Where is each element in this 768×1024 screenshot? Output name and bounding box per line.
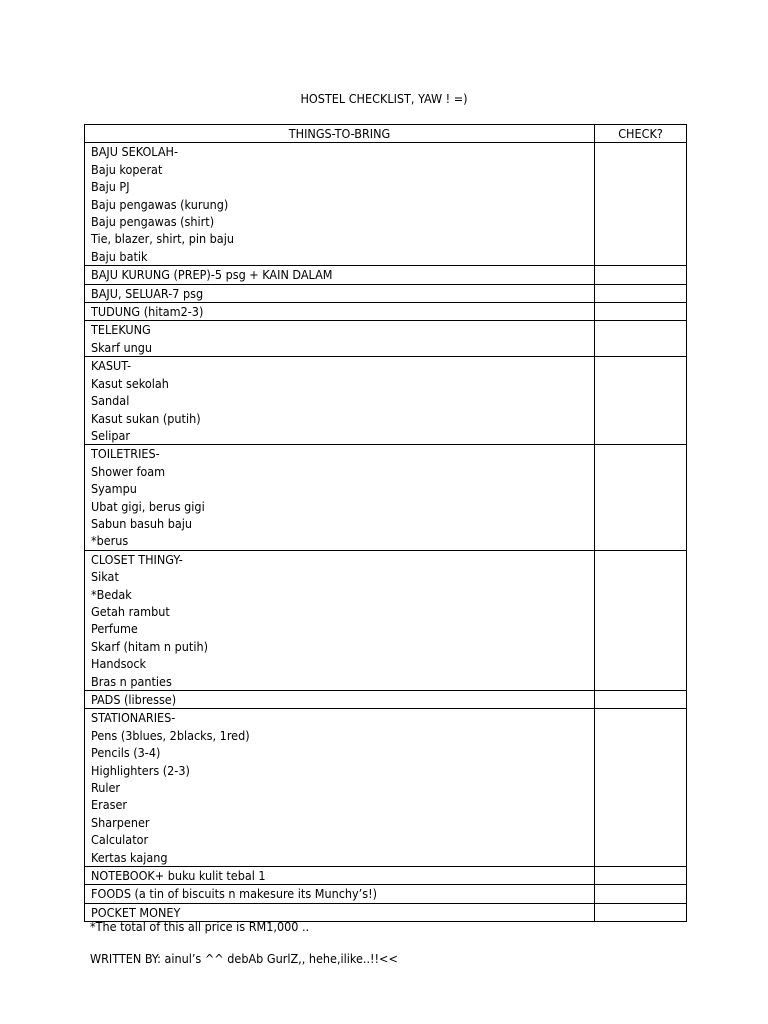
check-cell bbox=[595, 143, 687, 266]
item-line: Ruler bbox=[91, 780, 121, 796]
footer-note: *The total of this all price is RM1,000 .. bbox=[90, 919, 310, 934]
item-line: Baju batik bbox=[91, 248, 148, 264]
item-line: *Bedak bbox=[91, 586, 132, 602]
item-cell bbox=[85, 709, 595, 867]
item-line: Kasut sukan (putih) bbox=[91, 410, 201, 426]
item-line: Highlighters (2-3) bbox=[91, 762, 190, 778]
check-cell bbox=[595, 321, 687, 357]
item-line: Tie, blazer, shirt, pin baju bbox=[91, 231, 234, 247]
item-category: BAJU SEKOLAH- bbox=[91, 144, 179, 160]
check-cell bbox=[595, 357, 687, 445]
item-category: NOTEBOOK+ buku kulit tebal 1 bbox=[91, 868, 266, 884]
check-header: CHECK? bbox=[595, 125, 687, 143]
item-line: Kertas kajang bbox=[91, 849, 168, 865]
item-line: Bras n panties bbox=[91, 673, 172, 689]
table-row bbox=[85, 885, 687, 903]
item-category: TOILETRIES- bbox=[91, 446, 160, 462]
item-cell bbox=[85, 266, 595, 284]
check-cell bbox=[595, 903, 687, 921]
item-cell bbox=[85, 357, 595, 445]
item-category: FOODS (a tin of biscuits n makesure its Munchy’s!) bbox=[91, 886, 377, 902]
item-category: TUDUNG (hitam2-3) bbox=[91, 304, 204, 320]
table-row bbox=[85, 445, 687, 550]
check-cell bbox=[595, 266, 687, 284]
checklist-body bbox=[85, 143, 687, 922]
check-cell bbox=[595, 885, 687, 903]
check-cell bbox=[595, 550, 687, 690]
item-category: BAJU, SELUAR-7 psg bbox=[91, 285, 204, 301]
item-category: PADS (libresse) bbox=[91, 692, 177, 707]
item-line: *berus bbox=[91, 533, 129, 549]
check-cell bbox=[595, 303, 687, 321]
item-line: Selipar bbox=[91, 427, 130, 443]
item-line: Perfume bbox=[91, 621, 138, 637]
table-row bbox=[85, 709, 687, 867]
item-line: Ubat gigi, berus gigi bbox=[91, 498, 205, 514]
table-row bbox=[85, 284, 687, 302]
item-cell bbox=[85, 867, 595, 885]
item-cell bbox=[85, 143, 595, 266]
item-category: KASUT- bbox=[91, 358, 131, 374]
table-row bbox=[85, 321, 687, 357]
table-row bbox=[85, 266, 687, 284]
checklist-table bbox=[84, 124, 687, 922]
table-row bbox=[85, 143, 687, 266]
item-line: Baju PJ bbox=[91, 179, 130, 195]
table-row bbox=[85, 303, 687, 321]
check-cell bbox=[595, 284, 687, 302]
item-line: Skarf (hitam n putih) bbox=[91, 638, 208, 654]
check-cell bbox=[595, 709, 687, 867]
item-line: Baju pengawas (shirt) bbox=[91, 214, 215, 230]
item-cell bbox=[85, 550, 595, 690]
header-row bbox=[85, 125, 687, 143]
item-category: CLOSET THINGY- bbox=[91, 551, 183, 567]
item-line: Eraser bbox=[91, 797, 128, 813]
item-category: STATIONARIES- bbox=[91, 710, 176, 726]
item-line: Calculator bbox=[91, 832, 149, 848]
item-line: Getah rambut bbox=[91, 603, 170, 619]
item-line: Handsock bbox=[91, 656, 147, 672]
item-line: Syampu bbox=[91, 481, 137, 497]
document-title: HOSTEL CHECKLIST, YAW ! =) bbox=[300, 91, 468, 106]
item-line: Baju pengawas (kurung) bbox=[91, 196, 229, 212]
item-line: Skarf ungu bbox=[91, 339, 152, 355]
check-cell bbox=[595, 691, 687, 709]
table-row bbox=[85, 357, 687, 445]
item-line: Kasut sekolah bbox=[91, 375, 169, 391]
item-category: TELEKUNG bbox=[91, 322, 151, 338]
item-line: Sabun basuh baju bbox=[91, 515, 193, 531]
item-line: Shower foam bbox=[91, 463, 166, 479]
item-line: Sikat bbox=[91, 569, 119, 585]
item-cell bbox=[85, 321, 595, 357]
item-category: POCKET MONEY bbox=[91, 904, 181, 920]
item-cell bbox=[85, 885, 595, 903]
item-cell bbox=[85, 445, 595, 550]
item-cell bbox=[85, 284, 595, 302]
item-line: Pencils (3-4) bbox=[91, 745, 161, 761]
item-cell bbox=[85, 691, 595, 709]
things-to-bring-header: THINGS-TO-BRING bbox=[85, 125, 595, 143]
check-cell bbox=[595, 445, 687, 550]
item-line: Sandal bbox=[91, 393, 130, 409]
table-row bbox=[85, 691, 687, 709]
item-category: BAJU KURUNG (PREP)-5 psg + KAIN DALAM bbox=[91, 267, 333, 283]
table-row bbox=[85, 550, 687, 690]
item-line: Baju koperat bbox=[91, 161, 163, 177]
check-cell bbox=[595, 867, 687, 885]
item-cell bbox=[85, 303, 595, 321]
item-line: Sharpener bbox=[91, 814, 150, 830]
table-row bbox=[85, 867, 687, 885]
item-line: Pens (3blues, 2blacks, 1red) bbox=[91, 727, 250, 743]
written-by-note: WRITTEN BY: ainul’s ^^ debAb GurlZ,, hehe,ilike..!!<< bbox=[90, 951, 398, 966]
